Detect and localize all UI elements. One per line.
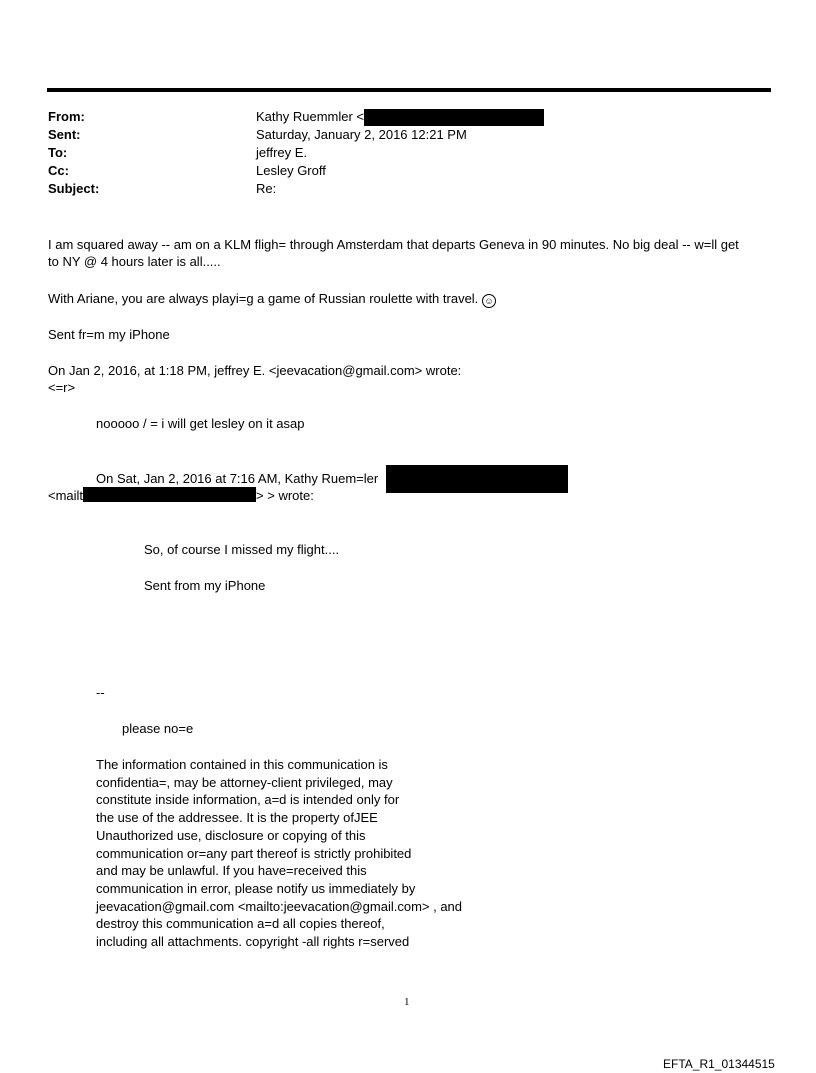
from-name: Kathy Ruemmler < xyxy=(256,109,365,124)
disclaimer-line: communication in error, please notify us immediately by xyxy=(96,880,416,896)
disclaimer-line: Unauthorized use, disclosure or copying of this xyxy=(96,827,366,843)
smiley-icon: ☺ xyxy=(482,294,496,308)
disclaimer xyxy=(96,756,462,951)
ariane-text: With Ariane, you are always playi=g a game of Russian roulette with travel. xyxy=(48,291,479,306)
reply-line: nooooo / = i will get lesley on it asap xyxy=(96,416,305,431)
signature-dashes: -- xyxy=(96,685,105,700)
sent-value: Saturday, January 2, 2016 12:21 PM xyxy=(256,127,467,142)
message-body-paragraph xyxy=(48,236,788,270)
mailto-prefix: <mailt xyxy=(48,488,84,503)
mailto-suffix: > > wrote: xyxy=(256,488,314,503)
redaction-box xyxy=(83,487,256,502)
sent-from-line: Sent fr=m my iPhone xyxy=(48,327,170,342)
redaction-box xyxy=(364,109,544,126)
from-label: From: xyxy=(48,109,85,124)
sent-label: Sent: xyxy=(48,127,81,142)
please-note-line: please no=e xyxy=(122,721,194,736)
redaction-box xyxy=(386,465,568,493)
quote-header: On Jan 2, 2016, at 1:18 PM, jeffrey E. <jeevacation@gmail.com> wrote: xyxy=(48,363,462,378)
from-value xyxy=(256,108,544,126)
body-line-2: to NY @ 4 hours later is all..... xyxy=(48,254,221,269)
page-number: 1 xyxy=(404,996,410,1008)
quote-marker: <=r> xyxy=(48,380,76,395)
disclaimer-line: constitute inside information, a=d is intended only for xyxy=(96,792,400,808)
subject-label: Subject: xyxy=(48,181,100,196)
cc-label: Cc: xyxy=(48,163,69,178)
disclaimer-line: The information contained in this communication is xyxy=(96,757,388,772)
disclaimer-line: the use of the addressee. It is the property ofJEE xyxy=(96,810,378,826)
cc-value: Lesley Groff xyxy=(256,163,326,178)
header-rule xyxy=(47,88,771,92)
disclaimer-line: confidentia=, may be attorney-client privileged, may xyxy=(96,774,393,790)
ariane-line xyxy=(48,290,496,308)
disclaimer-line: jeevacation@gmail.com <mailto:jeevacation@gmail.com> , and xyxy=(96,898,463,914)
disclaimer-line: and may be unlawful. If you have=received this xyxy=(96,863,367,879)
document-id: EFTA_R1_01344515 xyxy=(663,1057,775,1071)
to-value: jeffrey E. xyxy=(256,145,308,160)
mailto-line xyxy=(48,487,314,504)
disclaimer-line: communication or=any part thereof is strictly prohibited xyxy=(96,845,412,861)
missed-flight-line: So, of course I missed my flight.... xyxy=(144,542,340,557)
disclaimer-line: destroy this communication a=d all copies thereof, xyxy=(96,916,385,932)
body-line-1: I am squared away -- am on a KLM fligh= through Amsterdam that departs Geneva in 90 minutes. No big deal -- w=ll get xyxy=(48,237,739,252)
disclaimer-line: including all attachments. copyright -all rights r=served xyxy=(96,934,410,950)
sent-iphone-line: Sent from my iPhone xyxy=(144,578,266,593)
to-label: To: xyxy=(48,145,68,160)
inner-header-text: On Sat, Jan 2, 2016 at 7:16 AM, Kathy Ruem=ler xyxy=(96,471,379,486)
subject-value: Re: xyxy=(256,181,277,196)
